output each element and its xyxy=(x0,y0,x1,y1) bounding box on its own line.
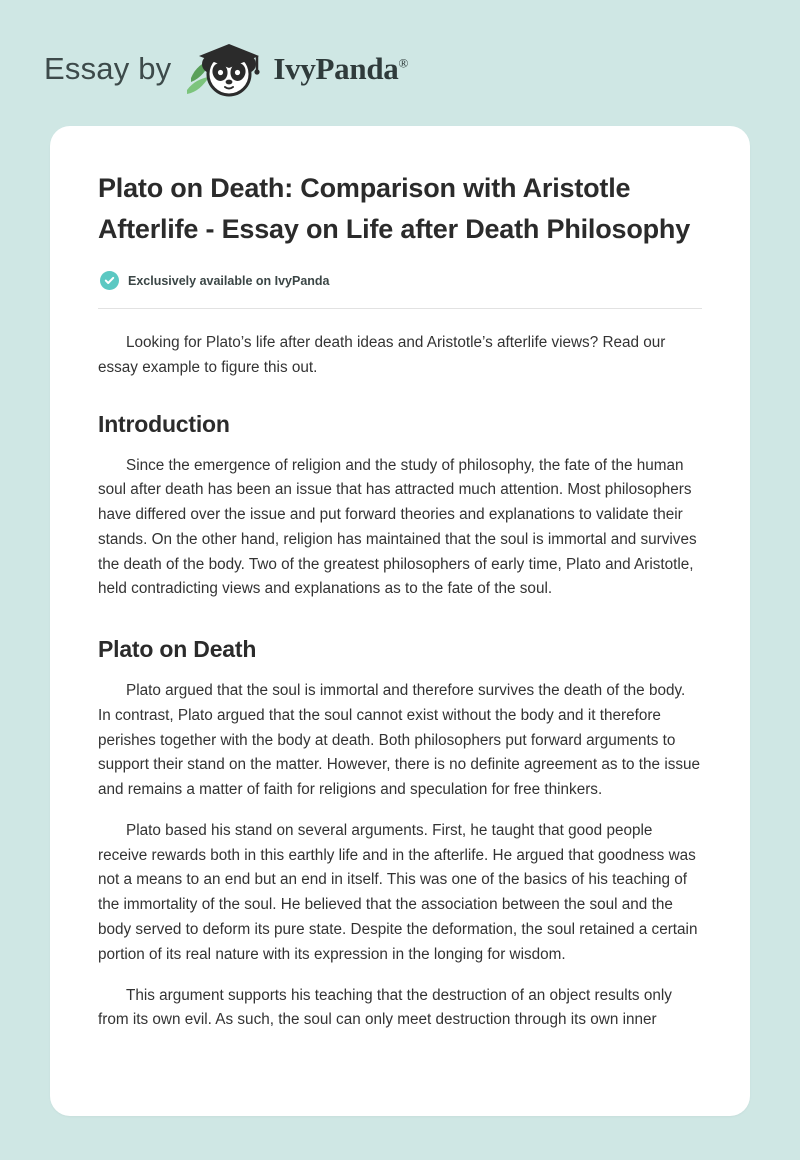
section-heading-plato-on-death: Plato on Death xyxy=(98,636,257,663)
essay-card xyxy=(50,126,750,1116)
section-heading-introduction: Introduction xyxy=(98,410,230,437)
site-header xyxy=(0,0,800,104)
paragraph: Since the emergence of religion and the study of philosophy, the fate of the human soul after death has been an issue that has attracted much attention. Most philosophers have differed over the issue and put forward theories and explanations to validate their stands. On the other hand, religion has maintained that the soul is immortal and survives the death of the body. Two of the greatest philosophers of early time, Plato and Aristotle, held contradicting views and explanations as to the fate of the soul. xyxy=(98,456,697,598)
status-badge-label: Exclusively available on IvyPanda xyxy=(128,273,330,288)
ivypanda-logo[interactable] xyxy=(185,38,408,100)
paragraph: Plato argued that the soul is immortal and therefore survives the death of the body. In contrast, Plato argued that the soul cannot exist without the body and it therefore perishes together with the body at death. Both philosophers put forward arguments to support their stand on the matter. However, there is no definite agreement as to the issue and remains a matter of faith for religions and speculation for free thinkers. xyxy=(98,682,701,799)
intro-note: Looking for Plato’s life after death ideas and Aristotle’s afterlife views? Read our essay example to figure this out. xyxy=(98,334,666,376)
status-badge xyxy=(100,271,702,290)
check-circle-icon xyxy=(100,271,119,290)
logo-wordmark xyxy=(273,51,408,87)
paragraph: This argument supports his teaching that the destruction of an object results only from its own evil. As such, the soul can only meet destruction through its own inner xyxy=(98,986,672,1029)
logo-trademark: ® xyxy=(398,55,409,71)
divider xyxy=(98,308,702,309)
essay-by-label: Essay by xyxy=(44,51,172,86)
paragraph: Plato based his stand on several arguments. First, he taught that good people receive rewards both in this earthly life and in the afterlife. He argued that goodness was not a means to an end but an end in itself. This was one of the basics of his teaching of the immortality of the soul. He believed that the association between the soul and the body served to deform its pure state. Despite the deformation, the soul retained a certain portion of its real nature with its expression in the longing for wisdom. xyxy=(98,821,698,963)
panda-graduate-icon xyxy=(185,38,277,100)
logo-brand-name: IvyPanda xyxy=(273,51,399,86)
page-title: Plato on Death: Comparison with Aristotle Afterlife - Essay on Life after Death Philosophy xyxy=(98,173,691,244)
